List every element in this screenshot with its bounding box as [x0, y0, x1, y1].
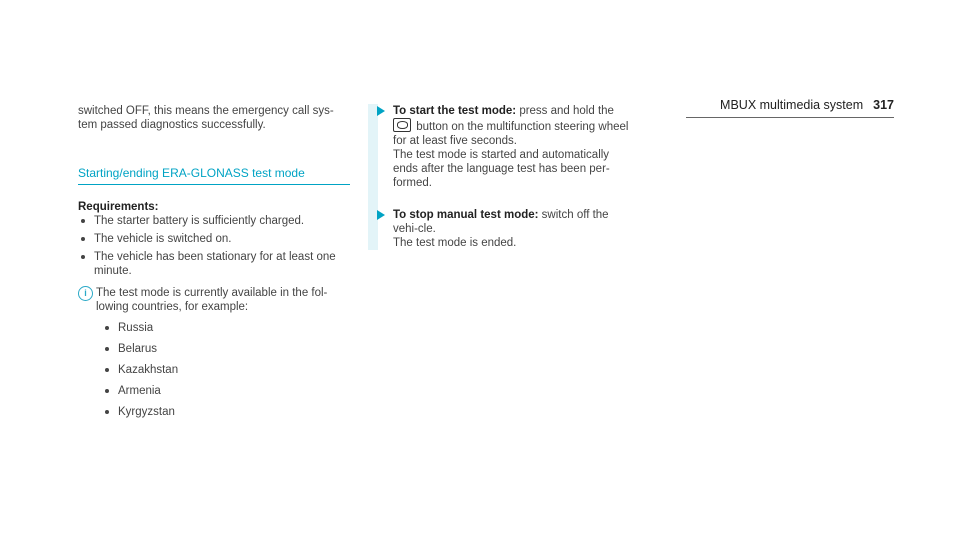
info-icon: i: [78, 286, 93, 301]
list-item: Kyrgyzstan: [102, 405, 358, 419]
step-label: To start the test mode:: [393, 105, 517, 117]
voice-control-button-icon: [393, 118, 411, 132]
requirements-label: Requirements:: [78, 201, 159, 213]
step-label: To stop manual test mode:: [393, 209, 539, 221]
list-item: Armenia: [102, 384, 358, 398]
note: [78, 286, 358, 314]
arrow-right-icon: [377, 106, 385, 116]
intro-text: switched OFF, this means the emergency call sys- tem passed diagnostics successfully.: [78, 105, 334, 131]
right-column: [368, 104, 630, 250]
step-result: The test mode is ended.: [393, 237, 517, 249]
step-text: press and hold the: [519, 105, 614, 117]
chapter-title: MBUX multimedia system: [720, 98, 864, 112]
section-title: Starting/ending ERA-GLONASS test mode: [78, 166, 350, 185]
arrow-right-icon: [377, 210, 385, 220]
requirements-list: [78, 214, 358, 278]
step-stop: [368, 208, 630, 250]
step-text: button on the multifunction steering wheel for at least five seconds.: [393, 121, 629, 147]
step-text: switch off the vehi-cle.: [393, 209, 609, 235]
note-text: The test mode is currently available in the fol- lowing countries, for example:: [96, 287, 328, 313]
header-rule: [686, 117, 894, 118]
list-item: Belarus: [102, 342, 358, 356]
left-column: [78, 104, 358, 419]
list-item: Kazakhstan: [102, 363, 358, 377]
page-header: [720, 98, 894, 112]
list-item: The starter battery is sufficiently charged.: [78, 214, 358, 228]
step-spacer: [368, 190, 630, 208]
list-item: The vehicle is switched on.: [78, 232, 358, 246]
countries-list: [78, 321, 358, 419]
list-item: Russia: [102, 321, 358, 335]
list-item: The vehicle has been stationary for at least one minute.: [78, 250, 358, 278]
step-start: [368, 104, 630, 190]
page-number: 317: [873, 98, 894, 112]
step-result: The test mode is started and automatically ends after the language test has been per-formed.: [393, 149, 610, 189]
